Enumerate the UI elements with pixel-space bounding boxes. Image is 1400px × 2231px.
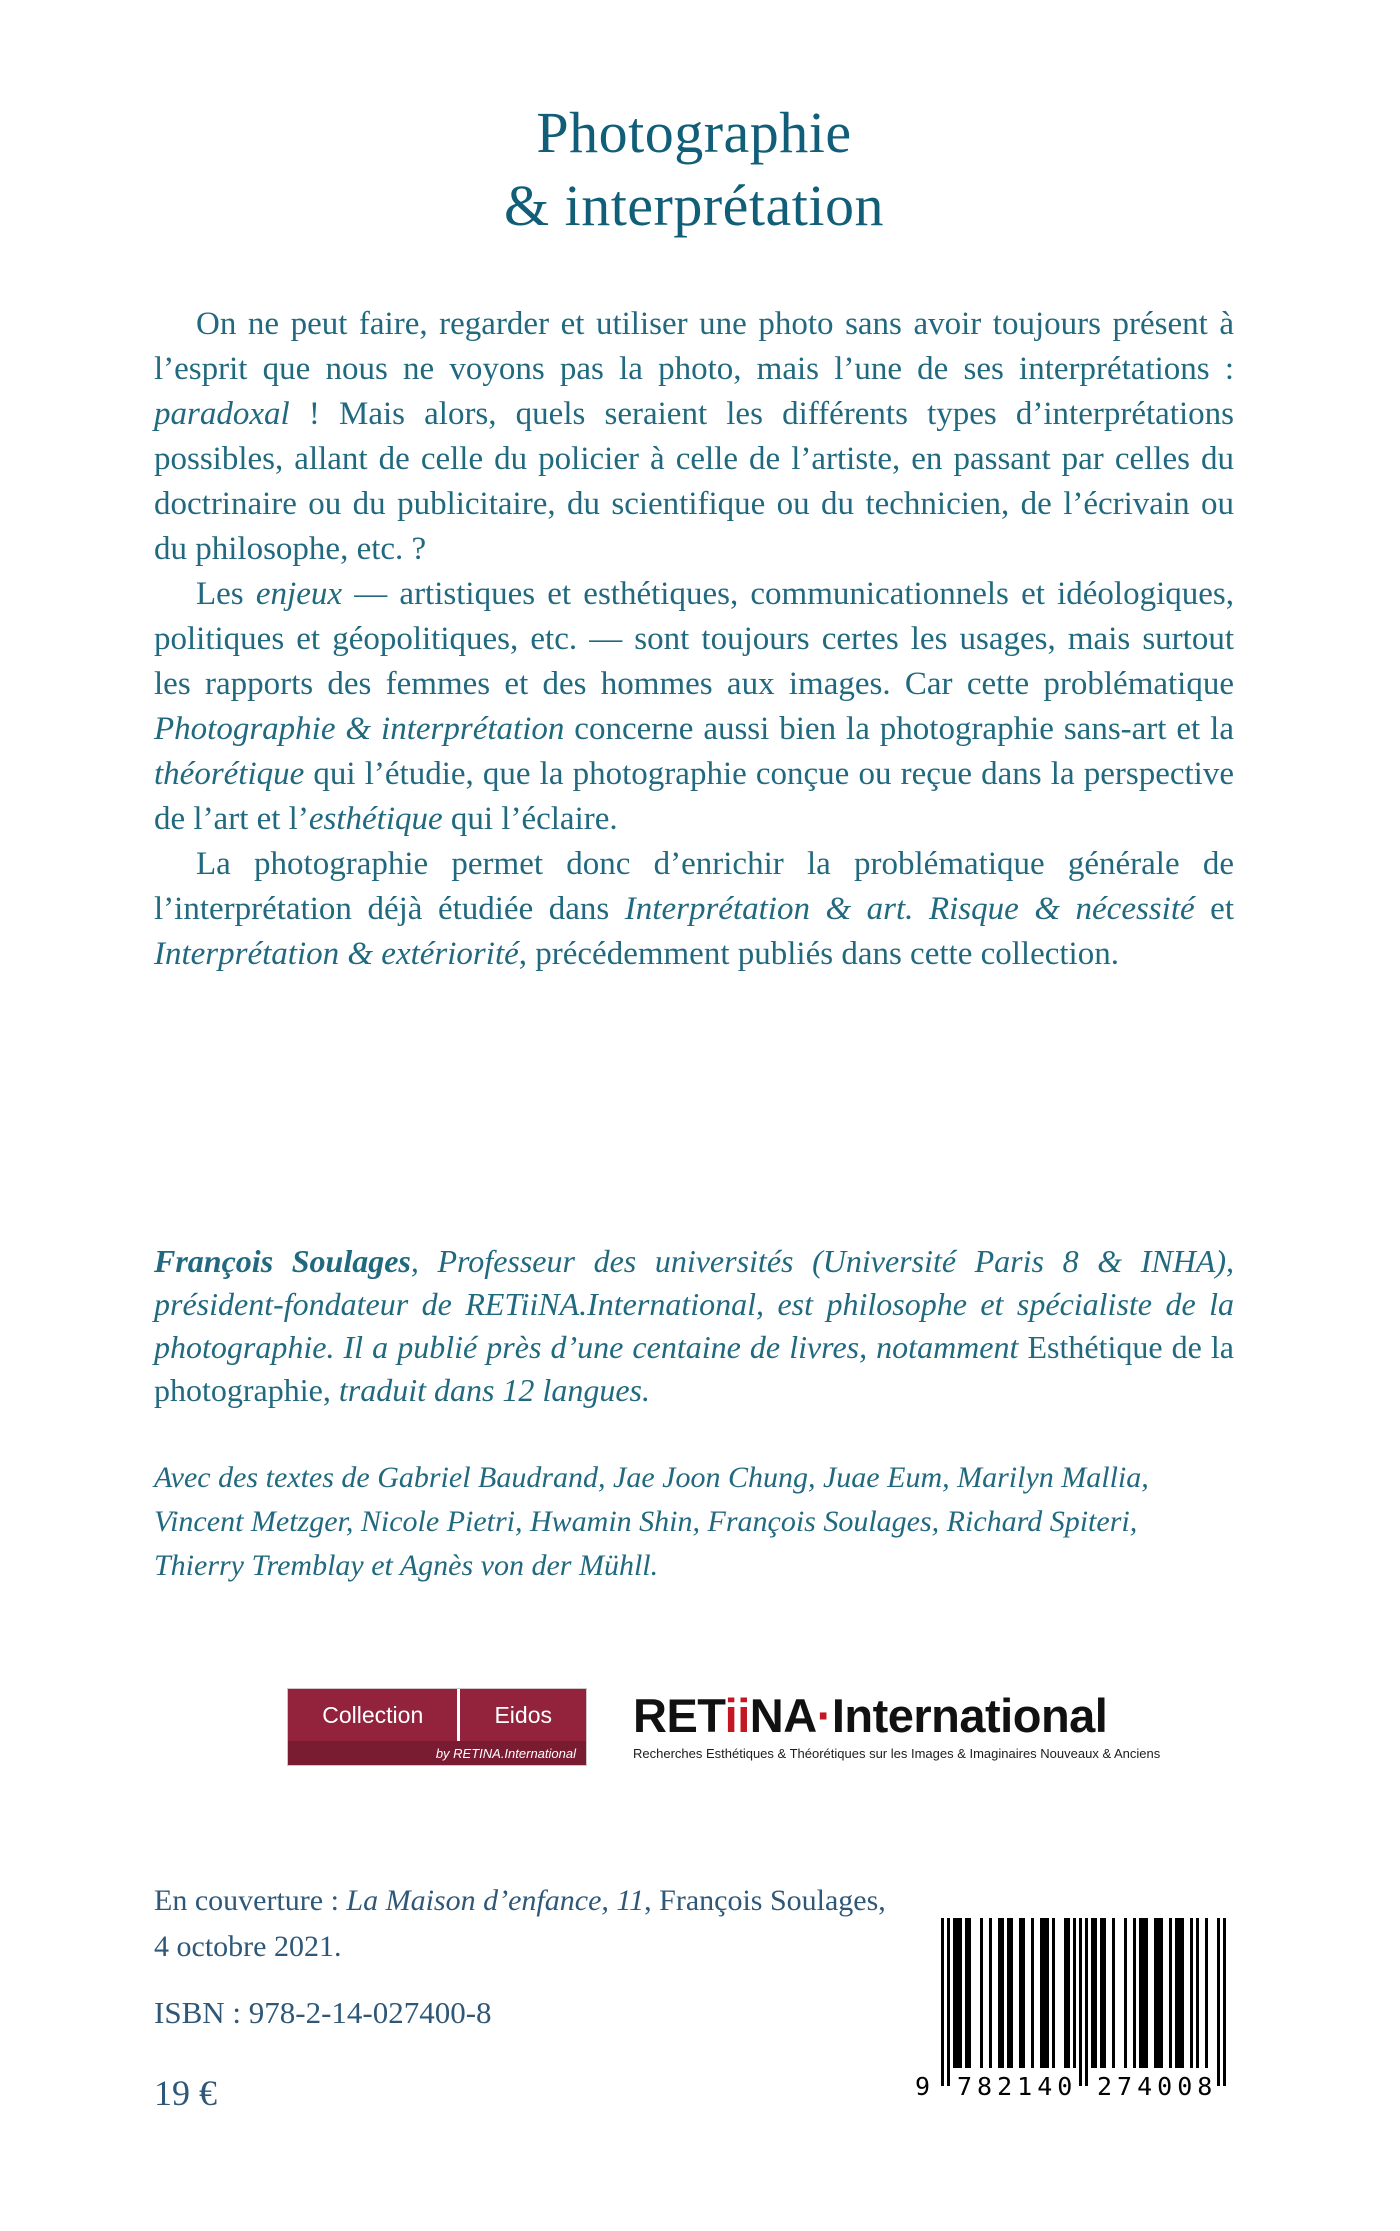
text-run: International xyxy=(831,1689,1108,1742)
book-reference-italic: Interprétation & extériorité xyxy=(154,936,519,972)
synopsis-paragraph-1 xyxy=(154,302,1234,572)
book-title-line-1: Photographie xyxy=(536,100,852,165)
barcode-digits xyxy=(915,2068,1226,2104)
text-run: NA xyxy=(749,1689,817,1742)
book-reference-italic: Interprétation & art. Risque & nécessité xyxy=(624,891,1195,927)
text-run: Les xyxy=(196,576,256,612)
isbn: ISBN : 978-2-14-027400-8 xyxy=(154,1995,492,2030)
text-run-italic: enjeux xyxy=(255,576,342,612)
text-run-italic: esthétique xyxy=(308,801,443,837)
barcode-digit-group-2: 274008 xyxy=(1097,2072,1218,2101)
cover-credit xyxy=(154,1878,954,1970)
eidos-label: Eidos xyxy=(460,1689,586,1741)
synopsis-paragraph-3 xyxy=(154,842,1234,977)
contributors-note xyxy=(154,1456,1234,1588)
middle-dot: · xyxy=(816,1689,832,1742)
text-run: On ne peut faire, regarder et utiliser une photo sans avoir toujours présent à l’esprit que nous ne voyons pas la photo, mais l’une de ses interprétations : xyxy=(154,306,1234,387)
text-run: et xyxy=(1194,891,1234,927)
price: 19 € xyxy=(154,2073,217,2113)
text-run: La photographie permet donc d’enrichir la problématique générale de l’interprétation déjà étudiée dans xyxy=(154,846,1234,927)
cover-credit-line-2: 4 octobre 2021. xyxy=(154,1930,342,1963)
retina-international-logo xyxy=(633,1689,1161,1761)
retina-subtitle: Recherches Esthétiques & Théorétiques sur les Images & Imaginaires Nouveaux & Anciens xyxy=(633,1746,1161,1761)
text-run: traduit dans 12 langues. xyxy=(330,1372,650,1408)
text-run: , Professeur des universités (Université Paris 8 & INHA), président-fondateur de RETiiNA.International, est philosophe et spécialiste de la photographie. Il a publié près d’une centaine de livres, notamment xyxy=(154,1243,1235,1365)
text-run: qui l’étudie, que la photographie conçue ou reçue dans la perspective de l’art et l’ xyxy=(154,756,1234,837)
text-run: Avec des textes de Gabriel Baudrand, Jae Joon Chung, Juae Eum, Marilyn Mallia, Vincent Metzger, Nicole Pietri, Hwamin Shin, François Soulages, Richard Spiteri, Thierry Tremblay et Agnès von der Mühll. xyxy=(154,1461,1149,1582)
text-run-red: ii xyxy=(724,1689,750,1742)
synopsis xyxy=(154,302,1234,977)
collection-label: Collection xyxy=(288,1689,457,1741)
retina-brand-text xyxy=(633,1689,1133,1742)
text-run-italic: théorétique xyxy=(154,756,305,792)
text-run: En couverture : xyxy=(154,1884,347,1917)
text-run: ! Mais alors, quels seraient les différents types d’interprétations possibles, allant de celle du policier à celle de l’artiste, en passant par celles du doctrinaire ou du publicitaire, du scientifique ou du technicien, de l’écrivain ou du philosophe, etc. ? xyxy=(154,396,1234,567)
barcode-digit-lead: 9 xyxy=(915,2072,931,2101)
barcode-digit-group-1: 782140 xyxy=(957,2072,1078,2101)
text-run: qui l’éclaire. xyxy=(442,801,618,837)
cover-credit-line-1 xyxy=(154,1878,954,1924)
text-run-italic: paradoxal xyxy=(154,396,290,432)
text-run: , précédemment publiés dans cette collection. xyxy=(518,936,1119,972)
collection-eidos-row xyxy=(287,1688,587,1741)
author-bio xyxy=(154,1240,1234,1412)
text-run-italic: Photographie & interprétation xyxy=(154,711,565,747)
book-title xyxy=(154,96,1234,242)
cover-work-title: La Maison d’enfance, 11 xyxy=(346,1884,645,1917)
text-run: RET xyxy=(633,1689,725,1742)
barcode xyxy=(915,1918,1226,2110)
text-run: — artistiques et esthétiques, communicationnels et idéologiques, politiques et géopolitiques, etc. — sont toujours certes les usages, mais surtout les rapports des femmes et des hommes aux images. Car cette problématique xyxy=(154,576,1234,702)
text-run: , François Soulages, xyxy=(644,1884,886,1917)
collection-byline: by RETINA.International xyxy=(287,1741,587,1766)
synopsis-paragraph-2 xyxy=(154,572,1234,842)
barcode-bars xyxy=(941,1918,1226,2086)
book-title-line-2: & interprétation xyxy=(503,173,885,239)
collection-eidos-logo xyxy=(287,1688,587,1766)
text-run: concerne aussi bien la photographie sans-art et la xyxy=(564,711,1234,747)
author-name: François Soulages xyxy=(154,1243,411,1279)
book-reference: Esthétique de la photographie, xyxy=(154,1329,1235,1408)
